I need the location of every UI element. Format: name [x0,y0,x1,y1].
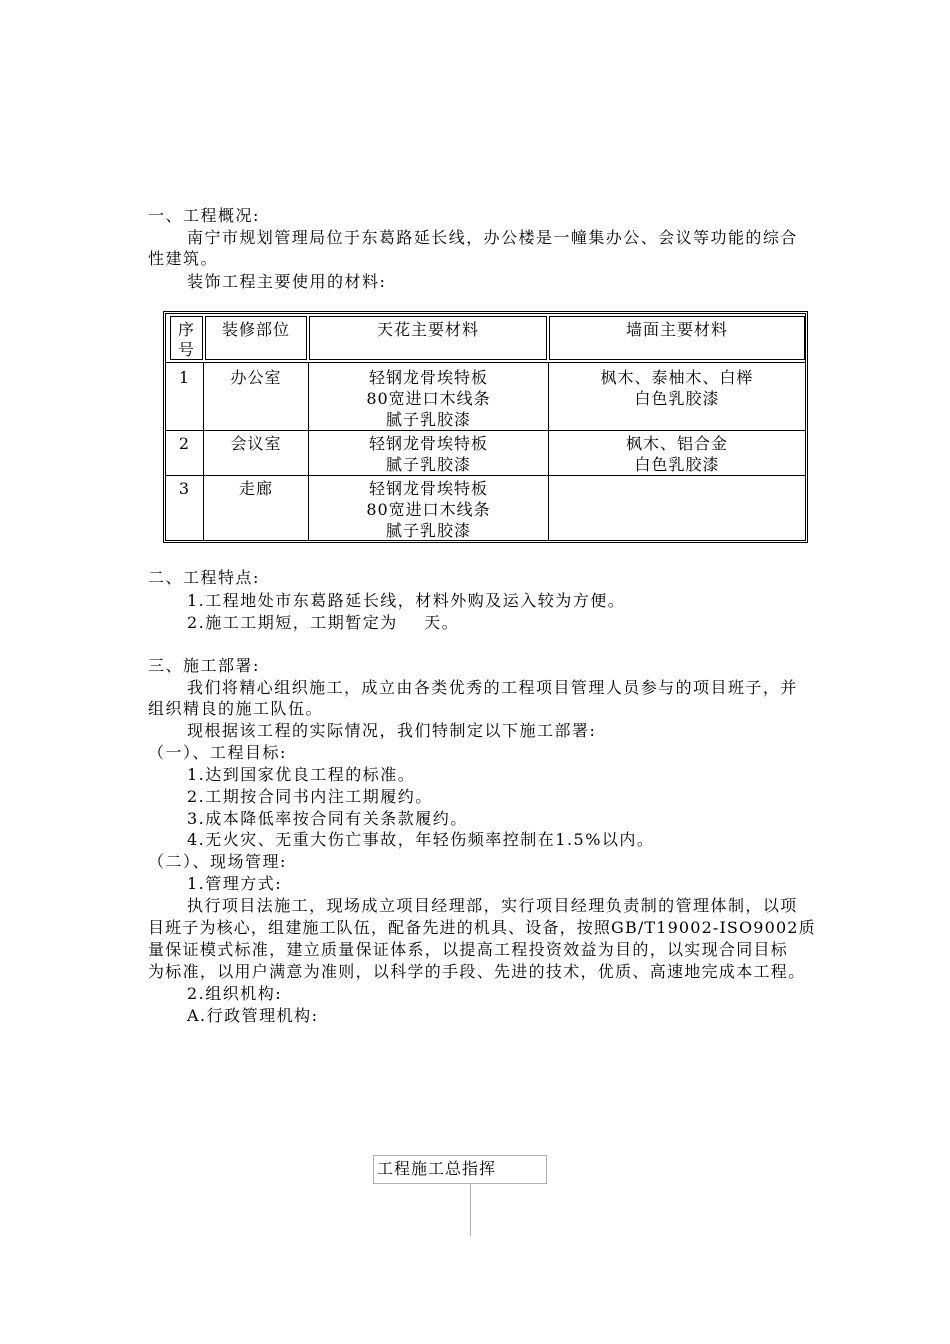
table-rule [166,430,805,431]
table-cell-seq: 3 [178,479,191,498]
ceiling-material: 80宽进口木线条 [366,500,491,519]
table-rule [166,475,805,476]
ceiling-material: 轻钢龙骨埃特板 [368,434,488,453]
management-item: 1.管理方式: [187,874,283,893]
section-2-heading: 二、工程特点: [148,568,260,587]
wall-material: 枫木、泰柚木、白榉 [600,368,754,387]
table-cell-wall [549,433,805,475]
table-cell-ceiling [309,433,548,475]
management-paragraph-line: 为标准，以用户满意为准则，以科学的手段、先进的技术，优质、高速地完成本工程。 [148,962,806,981]
ceiling-material: 80宽进口木线条 [366,389,491,408]
org-chart-top-box: 工程施工总指挥 [373,1155,547,1184]
table-header-row [166,314,805,364]
ceiling-material: 腻子乳胶漆 [385,410,471,429]
section-2-item: 1.工程地处市东葛路延长线，材料外购及运入较为方便。 [187,591,626,610]
management-item: A.行政管理机构: [187,1006,319,1025]
materials-intro: 装饰工程主要使用的材料: [187,272,387,291]
table-cell-seq: 1 [178,368,191,387]
section-1-heading: 一、工程概况: [148,206,260,225]
wall-material: 白色乳胶漆 [634,389,720,408]
ceiling-material: 轻钢龙骨埃特板 [368,479,488,498]
table-cell-ceiling [309,367,548,430]
goal-item: 2.工期按合同书内注工期履约。 [187,787,433,806]
ceiling-material: 腻子乳胶漆 [385,521,471,540]
table-rule [166,362,805,363]
goal-item: 4.无火灾、无重大伤亡事故，年轻伤频率控制在1.5%以内。 [187,830,655,849]
header-location: 装修部位 [205,316,307,360]
section-3-paragraph-line: 组织精良的施工队伍。 [148,699,324,718]
goal-item: 1.达到国家优良工程的标准。 [187,765,416,784]
table-cell-location: 走廊 [238,479,273,498]
header-seq [170,316,203,360]
ceiling-material: 腻子乳胶漆 [385,455,471,474]
org-chart-connector [470,1184,471,1236]
table-cell-wall [549,367,805,409]
section-1-paragraph-line: 性建筑。 [148,249,219,268]
management-paragraph-line: 执行项目法施工，现场成立项目经理部，实行项目经理负责制的管理体制，以项 [187,896,798,915]
wall-material: 白色乳胶漆 [634,455,720,474]
management-paragraph-line: 目班子为核心，组建施工队伍，配备先进的机具、设备，按照GB/T19002-ISO9002质 [148,918,816,937]
goal-item: 3.成本降低率按合同有关条款履约。 [187,809,468,828]
subsection-1-heading: （一）、工程目标: [148,743,287,762]
section-2-item: 2.施工工期短，工期暂定为 天。 [187,613,460,632]
section-3-heading: 三、施工部署: [148,656,260,675]
section-3-paragraph-line: 我们将精心组织施工，成立由各类优秀的工程项目管理人员参与的项目班子，并 [187,678,798,697]
wall-material: 枫木、铝合金 [625,434,728,453]
table-cell-ceiling [309,478,548,541]
section-3-paragraph: 现根据该工程的实际情况，我们特制定以下施工部署: [187,721,597,740]
header-seq-line: 号 [177,340,195,359]
subsection-2-heading: （二）、现场管理: [148,852,287,871]
table-cell-location: 办公室 [230,368,282,387]
management-paragraph-line: 量保证模式标准，建立质量保证体系，以提高工程投资效益为目的，以实现合同目标 [148,940,789,959]
header-seq-line: 序 [177,320,195,339]
header-ceiling: 天花主要材料 [309,316,547,360]
section-1-paragraph-line: 南宁市规划管理局位于东葛路延长线，办公楼是一幢集办公、会议等功能的综合 [187,228,798,247]
materials-table [163,311,808,543]
management-item: 2.组织机构: [187,984,283,1003]
header-wall: 墙面主要材料 [549,316,805,360]
table-cell-seq: 2 [178,434,191,453]
table-cell-location: 会议室 [230,434,282,453]
ceiling-material: 轻钢龙骨埃特板 [368,368,488,387]
